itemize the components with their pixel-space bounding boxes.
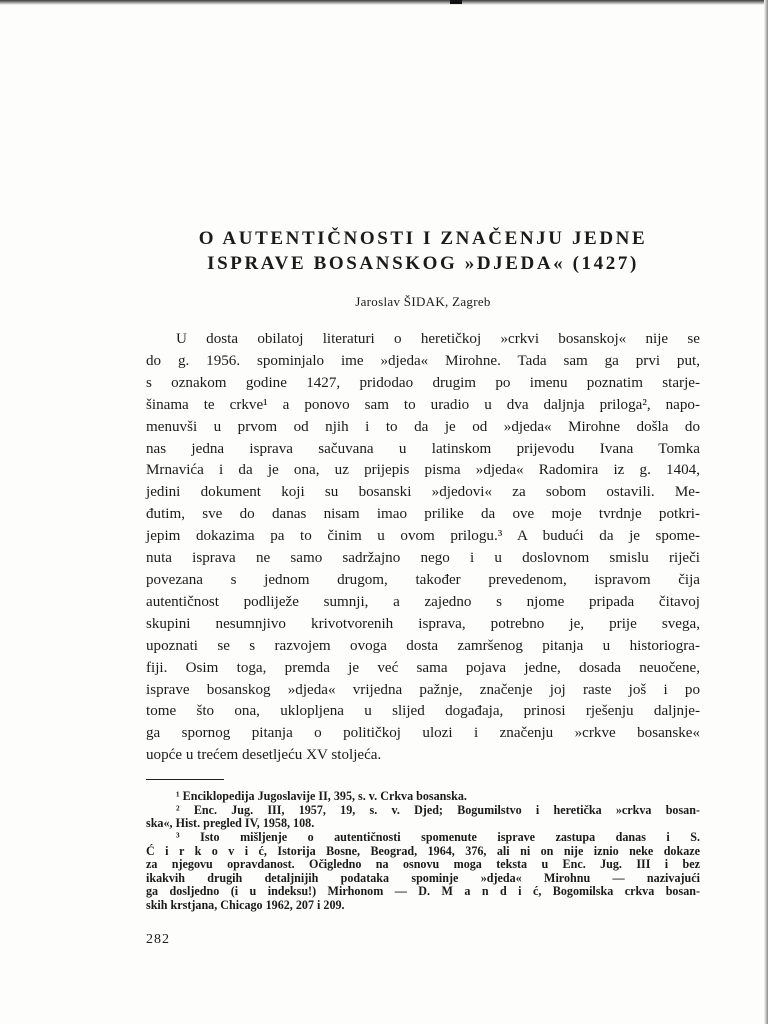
body-line: Mrnavića i da je ona, uz prijepis pisma »djeda« Radomira iz g. 1404, [146, 462, 700, 479]
footnote-line: ² Enc. Jug. III, 1957, 19, s. v. Djed; Bogumilstvo i heretička »crkva bosan- [176, 802, 700, 817]
footnote-line: skih krstjana, Chicago 1962, 207 i 209. [146, 897, 345, 912]
body-line: s oznakom godine 1427, pridodao drugim po imenu poznatim starje- [146, 374, 700, 391]
body-line: do g. 1956. spominjalo ime »djeda« Mirohne. Tada sam ga prvi put, [146, 352, 700, 369]
footnote-separator [146, 779, 224, 780]
scan-mark [450, 0, 462, 4]
body-line: jepim dokazima pa to činim u ovom prilogu.³ A budući da je spome- [146, 528, 700, 545]
body-line: šinama te crkve¹ a ponovo sam to uradio u dva daljnja priloga², napo- [146, 396, 700, 413]
footnote-line: ¹ Enciklopedija Jugoslavije II, 395, s. v. Crkva bosanska. [176, 789, 467, 804]
body-line: nas jedna isprava sačuvana u latinskom prijevodu Ivana Tomka [146, 440, 700, 457]
body-paragraph [146, 329, 700, 767]
body-line: upoznati se s razvojem ovoga dosta zamršenog pitanja u historiogra- [146, 637, 700, 654]
body-line: uopće u trećem desetljeću XV stoljeća. [146, 747, 382, 764]
body-line: skupini nesumnjivo krivotvorenih isprava, potrebno je, prije svega, [146, 615, 700, 632]
article-title [146, 226, 700, 276]
footnote-line: ga dosljedno (i u indeksu!) Mirhonom — D. M a n d i ć, Bogomilska crkva bosan- [146, 884, 700, 899]
scan-edge-top [0, 0, 768, 5]
footnote-line: ikakvih drugih detaljnijih podataka spominje »djeda« Mirohnu — nazivajući [146, 870, 700, 885]
body-line: autentičnost podliježe sumnji, a zajedno s njome pripada čitavoj [146, 593, 700, 610]
body-line: nuta isprava ne samo sadržajno nego i u doslovnom smislu riječi [146, 550, 700, 567]
body-line: jedini dokument koji su bosanski »djedovi« za sobom ostavili. Me- [146, 484, 700, 501]
body-line: đutim, sve do danas nisam imao prilike da ove moje tvrdnje potkri- [146, 506, 700, 523]
body-line: tome što ona, uklopljena u slijed događaja, prinosi rješenju daljnje- [146, 703, 700, 720]
body-line: menuvši u prvom od njih i to da je od »djeda« Mirohne došla do [146, 418, 700, 435]
page-number: 282 [146, 932, 170, 948]
scan-edge-right [764, 0, 768, 1024]
footnote-line: za njegovu opravdanost. Očigledno na osnovu moga teksta u Enc. Jug. III i bez [146, 857, 700, 872]
footnote-line: Ć i r k o v i ć, Istorija Bosne, Beograd, 1964, 376, ali ni on nije iznio neke dokaze [146, 843, 700, 858]
footnotes [146, 790, 700, 912]
body-line: U dosta obilatoj literaturi o heretičkoj »crkvi bosanskoj« nije se [176, 331, 700, 347]
document-page [146, 226, 700, 948]
body-line: povezana s jednom drugom, također prevedenom, ispravom čija [146, 571, 700, 588]
author-line: Jaroslav ŠIDAK, Zagreb [355, 294, 491, 309]
title-line: ISPRAVE BOSANSKOG »DJEDA« (1427) [207, 253, 639, 274]
footnote-line: ska«, Hist. pregled IV, 1958, 108. [146, 816, 315, 831]
footnote-line: ³ Isto mišljenje o autentičnosti spomenute isprave zastupa danas i S. [176, 829, 700, 844]
body-line: isprave bosanskog »djeda« vrijedna pažnje, značenje joj raste još i po [146, 681, 700, 698]
title-line: O AUTENTIČNOSTI I ZNAČENJU JEDNE [198, 228, 648, 249]
body-line: ga spornog pitanja o političkoj ulozi i značenju »crkve bosanske« [146, 725, 700, 742]
body-line: fiji. Osim toga, premda je već sama pojava jedne, dosada neuočene, [146, 659, 700, 676]
